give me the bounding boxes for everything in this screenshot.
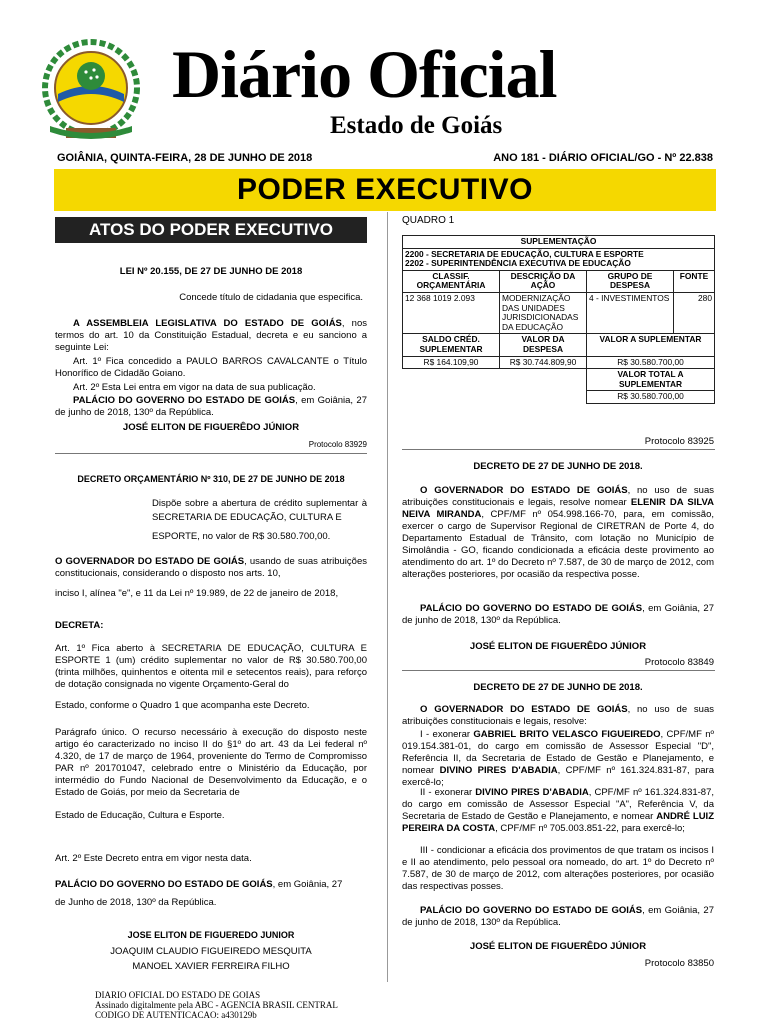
quadro-divider <box>402 449 715 450</box>
footer-line-3: CODIGO DE AUTENTICACAO: a430129b <box>95 1010 257 1020</box>
table-org-1: 2200 - SECRETARIA DE EDUCAÇÃO, CULTURA E ESPORTE <box>405 248 644 259</box>
table-row <box>403 248 715 270</box>
decreto-art2: Art. 2º Este Decreto entra em vigor nesta data. <box>55 853 252 864</box>
decreto-exoneracao-intro: O GOVERNADOR DO ESTADO DE GOIÁS, no uso de suas atribuições constitucionais e legais, resolve: <box>402 704 714 727</box>
decreto-signature-2: JOAQUIM CLAUDIO FIGUEIREDO MESQUITA <box>110 946 312 957</box>
quadro-protocol: Protocolo 83925 <box>644 436 714 447</box>
decreto-signature-governor: JOSE ELITON DE FIGUEREDO JUNIOR <box>127 930 295 940</box>
decreto-governor-clause-2: inciso I, alínea "e", e 11 da Lei nº 19.989, de 22 de janeiro de 2018, <box>55 588 339 599</box>
col-fonte: FONTE <box>674 270 715 292</box>
table-row <box>403 292 715 333</box>
decreto-ementa-2: ESPORTE, no valor de R$ 30.580.700,00. <box>152 531 331 542</box>
decreto-exoneracao-protocol: Protocolo 83850 <box>644 958 714 969</box>
decreto-exoneracao-inciso-iii: III - condicionar a eficácia dos provimentos de que tratam os incisos I e II ao atendimento, pelo pessoal ora nomeado, do art. 1º do Decreto nº 7.587, de 30 de março de 2012, com alterações posteriores, por ocasião das respectivas posses. <box>402 845 714 892</box>
lei-art1: Art. 1º Fica concedido a PAULO BARROS CAVALCANTE o Título Honorífico de Cidadão Goiano. <box>55 356 367 379</box>
quadro-label: QUADRO 1 <box>402 215 455 226</box>
atos-section-title: ATOS DO PODER EXECUTIVO <box>55 217 367 243</box>
masthead-subtitle: Estado de Goiás <box>330 112 503 139</box>
col-grupo: GRUPO DE DESPESA <box>587 270 674 292</box>
decreto-paragrafo-b: Estado de Educação, Cultura e Esporte. <box>55 810 225 821</box>
section-banner: PODER EXECUTIVO <box>54 169 716 211</box>
col-descricao: DESCRIÇÃO DA AÇÃO <box>500 270 587 292</box>
decreto-exoneracao-inciso-i: I - exonerar GABRIEL BRITO VELASCO FIGUEIREDO, CPF/MF nº 019.154.381-01, do cargo em comissão de Assessor Especial "D", Referência II, da Secretaria de Estado de Gestão e Planejamento, e nomear DIVINO PIRES D'ABADIA, CPF/MF nº 161.324.831-87, para exercê-lo; <box>402 729 714 788</box>
decreto-title: DECRETO ORÇAMENTÁRIO Nº 310, DE 27 DE JUNHO DE 2018 <box>77 474 345 484</box>
quadro-1-table <box>402 235 715 404</box>
cell-fonte: 280 <box>674 292 715 333</box>
decreto-exoneracao-signature: JOSÉ ELITON DE FIGUERÊDO JÚNIOR <box>469 941 647 952</box>
decreto-nomeacao-signature: JOSÉ ELITON DE FIGUERÊDO JÚNIOR <box>469 641 647 652</box>
footer-line-2: Assinado digitalmente pela ABC - AGENCIA BRASIL CENTRAL <box>95 1000 338 1010</box>
footer-authentication <box>95 990 338 1020</box>
lei-title: LEI Nº 20.155, DE 27 DE JUNHO DE 2018 <box>119 266 303 277</box>
cell-saldo: R$ 164.109,90 <box>403 356 500 369</box>
col-saldo: SALDO CRÉD. SUPLEMENTAR <box>403 334 500 356</box>
lei-protocol: Protocolo 83929 <box>308 440 367 449</box>
cell-classif: 12 368 1019 2.093 <box>403 292 500 333</box>
cell-valor-suplementar: R$ 30.580.700,00 <box>587 356 715 369</box>
cell-descricao: MODERNIZAÇÃO DAS UNIDADES JURISDICIONADAS DA EDUCAÇÃO <box>500 292 587 333</box>
decreto-ementa: Dispõe sobre a abertura de crédito suplementar à SECRETARIA DE EDUCAÇÃO, CULTURA E <box>152 498 367 523</box>
decreto-art1-b: Estado, conforme o Quadro 1 que acompanha este Decreto. <box>55 700 310 711</box>
decreto-signature-3: MANOEL XAVIER FERREIRA FILHO <box>132 961 290 972</box>
lei-palacio: PALÁCIO DO GOVERNO DO ESTADO DE GOIÁS, em Goiânia, 27 de junho de 2018, 130º da República. <box>55 395 367 418</box>
cell-valor-despesa: R$ 30.744.809,90 <box>500 356 587 369</box>
cell-grupo: 4 - INVESTIMENTOS <box>587 292 674 333</box>
table-row <box>403 391 715 404</box>
decreto-palacio-2: de Junho de 2018, 130º da República. <box>55 897 217 908</box>
table-org-2: 2202 - SUPERINTENDÊNCIA EXECUTIVA DE EDUCAÇÃO <box>405 258 631 269</box>
col-valor-suplementar: VALOR A SUPLEMENTAR <box>587 334 715 356</box>
lei-signature: JOSÉ ELITON DE FIGUERÊDO JÚNIOR <box>122 422 300 433</box>
col-total: VALOR TOTAL A SUPLEMENTAR <box>587 369 715 391</box>
edition-number: ANO 181 - DIÁRIO OFICIAL/GO - Nº 22.838 <box>493 152 713 164</box>
table-row <box>403 356 715 369</box>
decreto-nomeacao-title: DECRETO DE 27 DE JUNHO DE 2018. <box>473 461 643 472</box>
lei-intro: A ASSEMBLEIA LEGISLATIVA DO ESTADO DE GOIÁS, nos termos do art. 10 da Constituição Estadual, decreta e eu sanciono a seguinte Lei: <box>55 318 367 353</box>
decreto-exoneracao-title: DECRETO DE 27 DE JUNHO DE 2018. <box>473 682 643 693</box>
table-heading: SUPLEMENTAÇÃO <box>403 236 715 249</box>
col-valor-despesa: VALOR DA DESPESA <box>500 334 587 356</box>
decreto-palacio: PALÁCIO DO GOVERNO DO ESTADO DE GOIÁS, em Goiânia, 27 <box>55 879 343 890</box>
decreto-decreta: DECRETA: <box>55 620 104 631</box>
decreto-nomeacao-palacio: PALÁCIO DO GOVERNO DO ESTADO DE GOIÁS, em Goiânia, 27 de junho de 2018, 130º da República. <box>402 603 714 626</box>
decreto-governor-clause: O GOVERNADOR DO ESTADO DE GOIÁS, usando de suas atribuições constitucionais, considerando o disposto nos arts. 10, <box>55 556 367 579</box>
decreto-art1: Art. 1º Fica aberto à SECRETARIA DE EDUCAÇÃO, CULTURA E ESPORTE 1 (um) crédito suplementar no valor de R$ 30.580.700,00 (trinta milhões, quinhentos e oitenta mil e setecentos reais), para reforço de dotação consignada no vigente Orçamento-Geral do <box>55 643 367 690</box>
decreto-nomeacao-divider <box>402 670 715 671</box>
crest-inner-circle <box>77 62 105 90</box>
masthead-title: Diário Oficial <box>172 36 557 112</box>
edition-date: GOIÂNIA, QUINTA-FEIRA, 28 DE JUNHO DE 2018 <box>57 152 313 164</box>
cell-total: R$ 30.580.700,00 <box>587 391 715 404</box>
lei-ementa: Concede título de cidadania que especifica. <box>179 292 363 303</box>
table-row <box>403 334 715 356</box>
table-row <box>403 270 715 292</box>
footer-line-1: DIARIO OFICIAL DO ESTADO DE GOIAS <box>95 990 261 1000</box>
column-divider <box>387 212 388 982</box>
decreto-paragrafo: Parágrafo único. O recurso necessário à execução do disposto neste artigo éo caracterizado no inciso II do §1º do art. 43 da Lei federal nº 4.320, de 17 de março de 1964, proveniente do Termo de Compromisso PAR nº 201701047, celebrado entre o Ministério da Educação, por intermédio do Fundo Nacional de Desenvolvimento da Educação, e o Estado de Goiás, por meio da Secretaria de <box>55 727 367 798</box>
lei-art2: Art. 2º Esta Lei entra em vigor na data de sua publicação. <box>73 382 316 393</box>
decreto-exoneracao-palacio: PALÁCIO DO GOVERNO DO ESTADO DE GOIÁS, em Goiânia, 27 de junho de 2018, 130º da República. <box>402 905 714 928</box>
col-classif: CLASSIF. ORÇAMENTÁRIA <box>403 270 500 292</box>
state-coat-of-arms-icon <box>36 36 146 146</box>
decreto-nomeacao-protocol: Protocolo 83849 <box>644 657 714 668</box>
decreto-nomeacao-body: O GOVERNADOR DO ESTADO DE GOIÁS, no uso de suas atribuições constitucionais e legais, resolve nomear ELENIR DA SILVA NEIVA MIRANDA, CPF/MF nº 054.998.166-70, para, em comissão, exercer o cargo de Supervisor Regional de CIRETRAN de Porte 4, do Departamento Estadual de Trânsito, com lotação no Município de Simolândia - GO, ficando condicionada a eficácia deste provimento ao atendimento do art. 1º do Decreto nº 7.587, de 30 de março de 2012, com alterações posteriores, por ocasião da respectiva posse. <box>402 485 714 580</box>
table-row <box>403 369 715 391</box>
table-row <box>403 236 715 249</box>
lei-divider <box>55 453 367 454</box>
decreto-exoneracao-inciso-ii: II - exonerar DIVINO PIRES D'ABADIA, CPF/MF nº 161.324.831-87, do cargo em comissão de Assessor Especial "A", Referência V, da Secretaria de Estado de Gestão e Planejamento, e nomear ANDRÉ LUIZ PEREIRA DA COSTA, CPF/MF nº 705.003.851-22, para exercê-lo; <box>402 787 714 834</box>
